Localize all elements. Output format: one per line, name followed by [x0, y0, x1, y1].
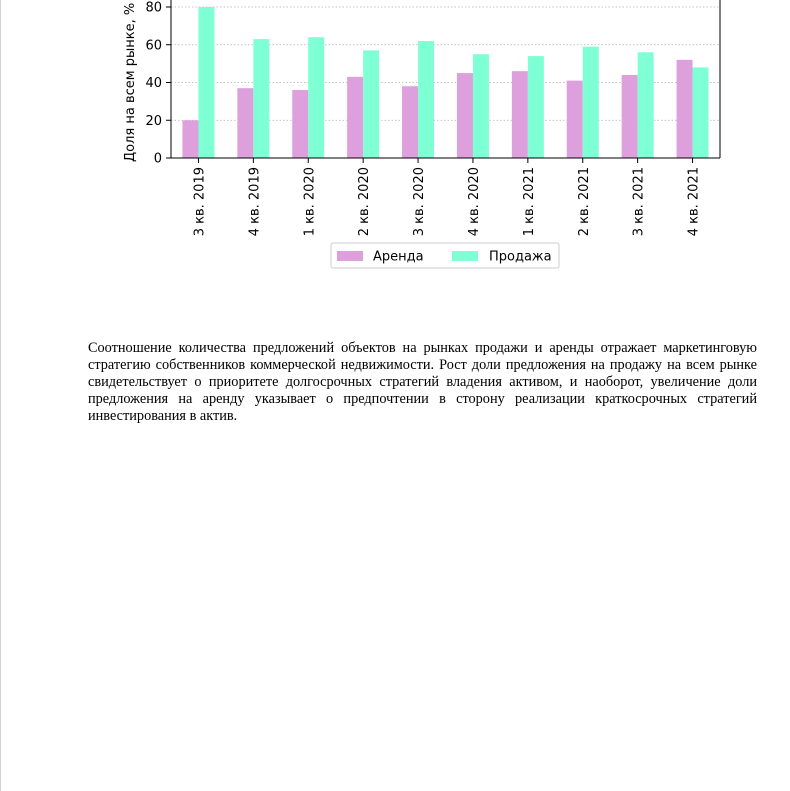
- bar-arenda: [677, 60, 693, 158]
- x-tick-labels: [192, 167, 701, 236]
- y-tick-label: 60: [145, 38, 162, 54]
- bar-arenda: [567, 81, 583, 158]
- x-tick-label: 1 кв. 2020: [302, 167, 318, 237]
- bar-prodazha: [418, 41, 434, 158]
- y-tick-label: 40: [145, 76, 162, 91]
- bar-chart-svg: [0, 0, 790, 280]
- x-tick-label: 3 кв. 2021: [631, 167, 647, 237]
- bar-prodazha: [528, 56, 544, 158]
- x-tick-label: 3 кв. 2019: [192, 167, 208, 237]
- x-tick-label: 1 кв. 2021: [521, 167, 537, 237]
- x-tick-label: 4 кв. 2019: [247, 167, 263, 237]
- bar-prodazha: [583, 47, 599, 158]
- y-tick-label: 20: [145, 113, 162, 129]
- x-tick-label: 2 кв. 2020: [357, 167, 373, 237]
- bar-prodazha: [473, 54, 489, 158]
- legend-swatch-arenda: [337, 251, 363, 261]
- x-tick-label: 2 кв. 2021: [576, 167, 592, 237]
- x-tick-label: 4 кв. 2021: [686, 167, 702, 237]
- bar-arenda: [237, 88, 253, 158]
- bar-prodazha: [363, 50, 379, 158]
- legend-swatch-prodazha: [452, 251, 478, 261]
- bar-arenda: [402, 86, 418, 158]
- body-paragraph: Соотношение количества предложений объектов на рынках продажи и аренды отражает маркетинговую стратегию собственников коммерческой недвижимости. Рост доли предложения на продажу на всем рынке свидетельствует о приоритете долгосрочных стратегий владения активом, и наоборот, увеличение доли предложения на аренду указывает о предпочтении в сторону реализации краткосрочных стратегий инвестирования в актив.: [88, 340, 757, 424]
- bar-arenda: [347, 77, 363, 158]
- x-tick-label: 3 кв. 2020: [412, 167, 428, 237]
- legend-label-prodazha: Продажа: [489, 249, 552, 265]
- bar-arenda: [457, 73, 473, 158]
- bar-prodazha: [638, 52, 654, 158]
- bar-arenda: [182, 120, 198, 158]
- y-axis-label: Доля на всем рынке, %: [123, 2, 138, 162]
- legend-label-arenda: Аренда: [373, 249, 424, 265]
- bar-chart: [0, 0, 790, 280]
- bar-arenda: [512, 71, 528, 158]
- bar-arenda: [622, 75, 638, 158]
- bar-prodazha: [198, 7, 214, 158]
- bar-prodazha: [308, 37, 324, 158]
- bar-prodazha: [693, 67, 709, 158]
- y-tick-label: 0: [153, 151, 162, 167]
- bar-prodazha: [253, 39, 269, 158]
- x-tick-label: 4 кв. 2020: [466, 167, 482, 237]
- y-tick-labels: [145, 1, 162, 167]
- y-tick-label: 80: [145, 0, 162, 16]
- legend: [331, 243, 559, 268]
- bar-arenda: [292, 90, 308, 158]
